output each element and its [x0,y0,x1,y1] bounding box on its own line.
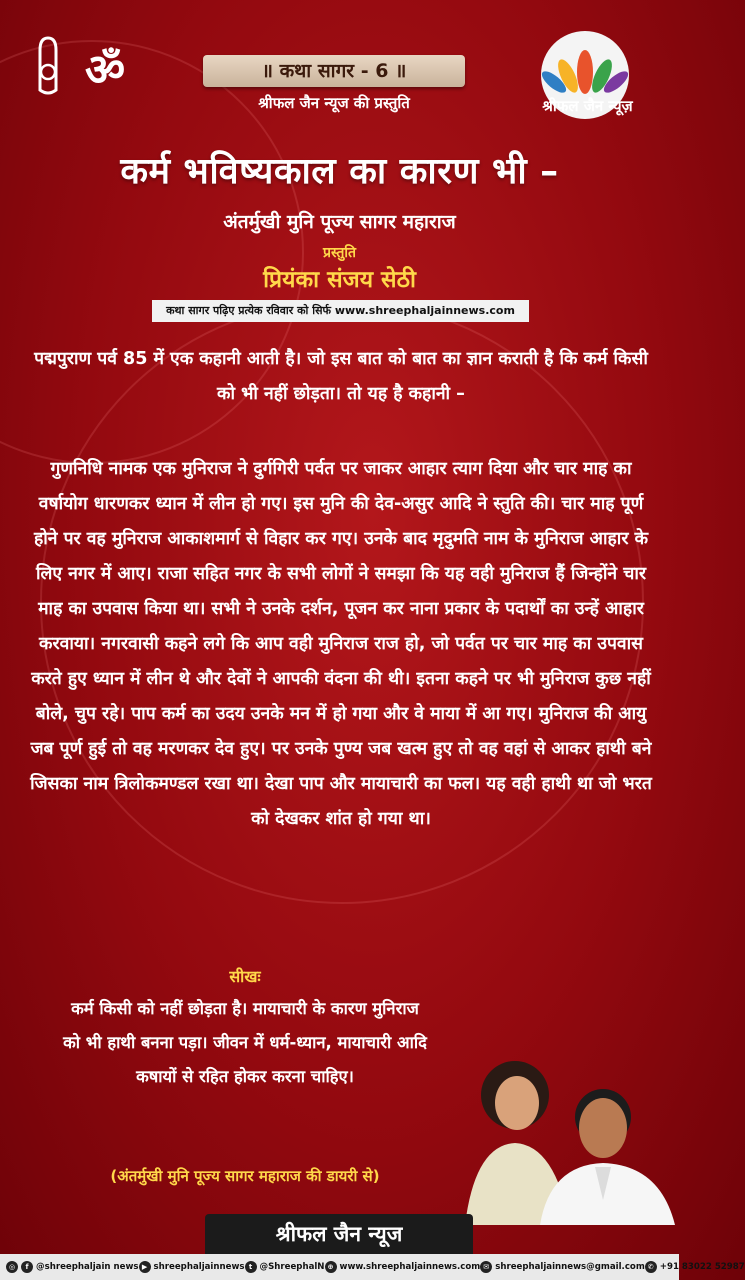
website-note: कथा सागर पढ़िए प्रत्येक रविवार को सिर्फ www.shreephaljainnews.com [152,300,529,322]
intro-paragraph: पद्मपुराण पर्व 85 में एक कहानी आती है। जो इस बात को बात का ज्ञान कराती है कि कर्म किसी को भी नहीं छोड़ता। तो यह है कहानी – [34,349,648,404]
social-text: shreephaljainnews [153,1262,245,1272]
globe-icon: ⊕ [325,1261,337,1273]
social-text: shreephaljainnews@gmail.com [495,1262,645,1272]
brand-name: श्रीफल जैन न्यूज़ [542,97,633,115]
story-paragraph: गुणनिधि नामक एक मुनिराज ने दुर्गगिरी पर्वत पर जाकर आहार त्याग दिया और चार माह का वर्षायोग धारणकर ध्यान में लीन हो गए। इस मुनि की देव-असुर आदि ने स्तुति की। चार माह पूर्ण होने पर वह मुनिराज आकाशमार्ग से विहार कर गए। उनके बाद मृदुमति नाम के मुनिराज आहार के लिए नगर में आए। राजा सहित नगर के सभी लोगों ने समझा कि यह वही मुनिराज हैं जिन्होंने चार माह का उपवास किया था। सभी ने उनके दर्शन, पूजन कर नाना प्रकार के पदार्थों का उन्हें आहार करवाया। नगरवासी कहने लगे कि आप वही मुनिराज राज हो, जो पर्वत पर चार माह का उपवास करते हुए ध्यान में लीन थे और देवों ने आपकी वंदना की थी। इतना कहने पर भी मुनिराज कुछ नहीं बोले, चुप रहे। पाप कर्म का उदय उनके मन में हो गया और वे माया में आ गए। मुनिराज की आयु जब पूर्ण हुई तो वह मरणकर देव हुए। पर उनके पुण्य जब खत्म हुए तो वह वहां से आकर हाथी बने जिसका नाम त्रिलोकमण्डल रखा था। देखा पाप और मायाचारी का फल। यह वही हाथी था जो भरत को देखकर शांत हो गया था। [30,459,652,829]
social-whatsapp[interactable] [645,1261,745,1273]
presentation-label: प्रस्तुति [323,245,356,261]
social-text: +91 83022 52987 [659,1262,745,1272]
lesson-label: सीखः [229,967,261,986]
social-youtube[interactable] [139,1261,245,1273]
youtube-icon: ▶ [139,1261,151,1273]
social-text: @shreephaljain news [36,1262,139,1272]
social-email[interactable] [480,1261,645,1273]
social-text: www.shreephaljainnews.com [339,1262,481,1272]
footer-brand: श्रीफल जैन न्यूज [205,1214,473,1254]
series-badge: ॥ कथा सागर - 6 ॥ [203,55,465,87]
social-twitter[interactable] [245,1261,325,1273]
lesson-text: कर्म किसी को नहीं छोड़ता है। मायाचारी के कारण मुनिराज को भी हाथी बनना पड़ा। जीवन में धर्म-ध्यान, मायाचारी आदि कषायों से रहित होकर करना चाहिए। [63,999,427,1086]
social-facebook[interactable] [21,1261,139,1273]
instagram-icon: ◎ [6,1261,18,1273]
presenters-photo [455,1025,679,1225]
whatsapp-icon: ✆ [645,1261,657,1273]
social-text: @ShreephalN [259,1262,325,1272]
article-author: अंतर्मुखी मुनि पूज्य सागर महाराज [223,211,456,233]
email-icon: ✉ [480,1261,492,1273]
presented-by-text: श्रीफल जैन न्यूज की प्रस्तुति [258,94,410,112]
svg-text:ॐ: ॐ [85,45,126,96]
source-note: (अंतर्मुखी मुनि पूज्य सागर महाराज की डायरी से) [110,1167,380,1185]
social-website[interactable] [325,1261,481,1273]
social-bar [0,1254,745,1280]
twitter-icon: t [245,1261,257,1273]
presenter-name: प्रियंका संजय सेठी [263,267,416,293]
jain-symbol-logo [30,30,130,100]
social-instagram[interactable] [6,1261,21,1273]
article-title: कर्म भविष्यकाल का कारण भी – [120,151,559,192]
facebook-icon: f [21,1261,33,1273]
